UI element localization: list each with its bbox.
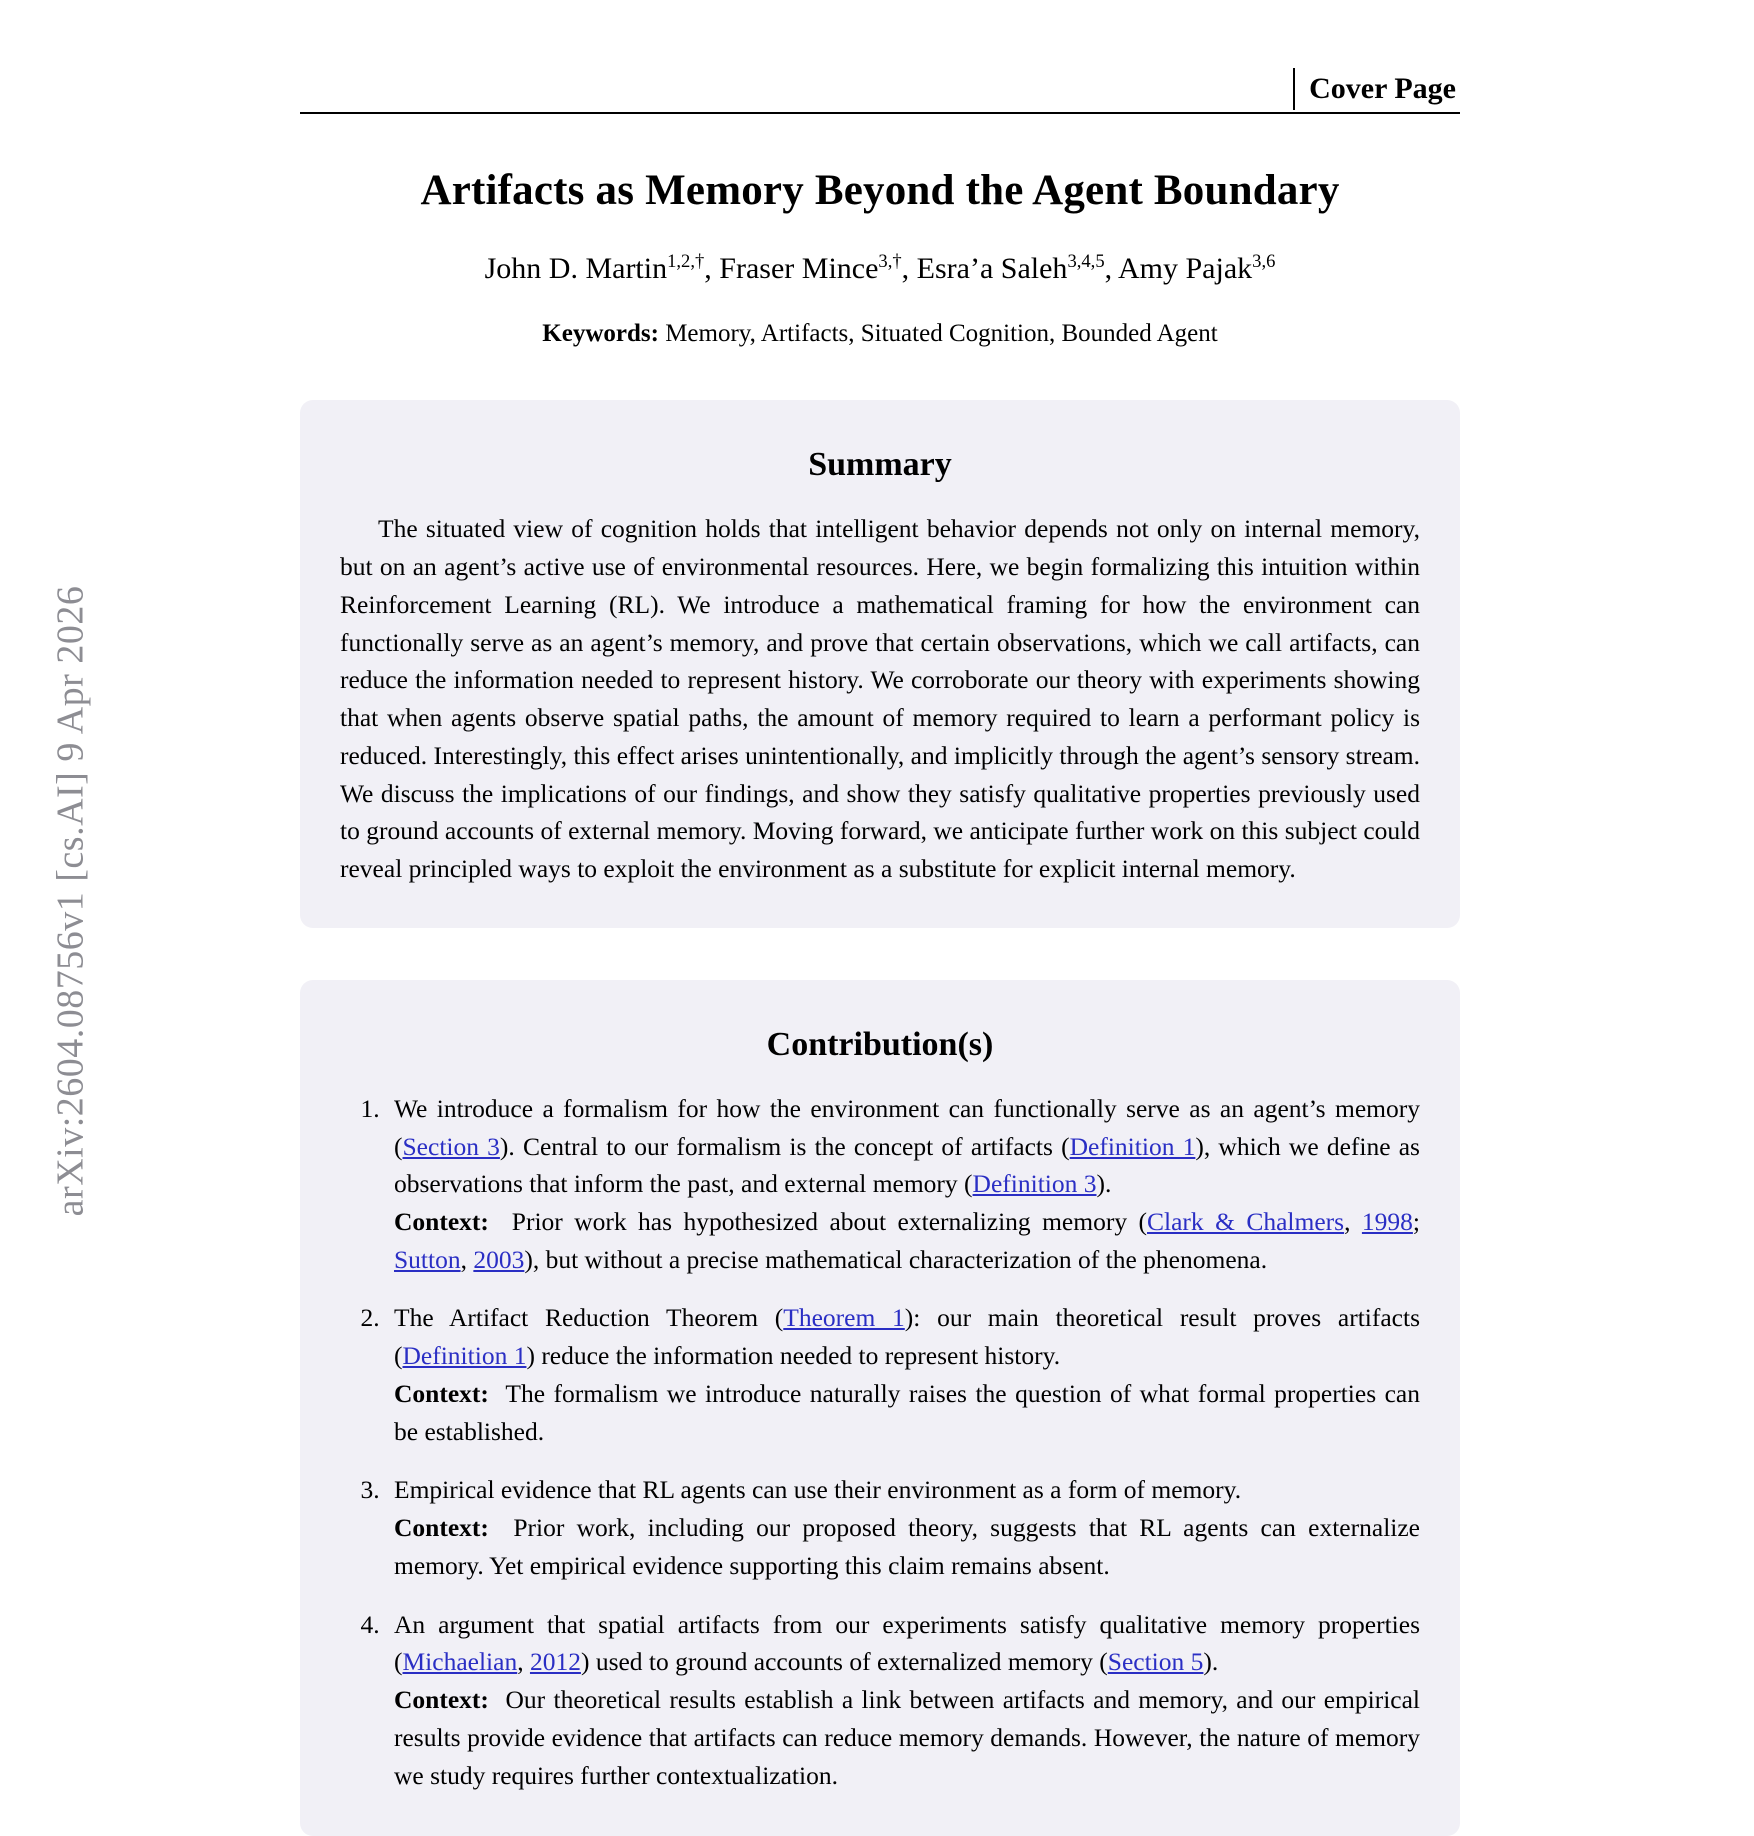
contribution-1-text-d: ). — [1096, 1169, 1112, 1199]
running-header — [300, 44, 1460, 114]
author-separator: , — [901, 252, 917, 286]
citation-sutton[interactable]: Sutton — [394, 1244, 461, 1274]
contribution-1-context-c: ; — [1412, 1206, 1420, 1236]
contribution-1-context-b: , — [1344, 1206, 1362, 1236]
contribution-1-text-a: We introduce a formalism for how the environment can functionally serve as an agent’s memory ( — [394, 1093, 1420, 1161]
running-header-label: Cover Page — [1309, 72, 1456, 105]
link-theorem-1[interactable]: Theorem 1 — [783, 1303, 905, 1333]
keywords-value: Memory, Artifacts, Situated Cognition, Bounded Agent — [665, 320, 1218, 348]
author-entry — [719, 252, 901, 285]
contribution-1-text-b: ). Central to our formalism is the concept of artifacts ( — [499, 1131, 1070, 1161]
contribution-1-context-a: Prior work has hypothesized about externalizing memory ( — [511, 1206, 1147, 1236]
contributions-heading: Contribution(s) — [766, 1025, 994, 1063]
page-title: Artifacts as Memory Beyond the Agent Boundary — [420, 167, 1340, 214]
author-name: Amy Pajak — [1117, 252, 1253, 286]
contribution-2-text-b: ): our main theoretical result proves artifacts ( — [394, 1303, 1420, 1371]
author-name: Fraser Mince — [719, 252, 879, 286]
arxiv-identifier-text: arXiv:2604.08756v1 [cs.AI] 9 Apr 2026 — [49, 585, 92, 1217]
author-entry — [917, 252, 1105, 285]
author-list — [300, 249, 1460, 288]
context-label-2: Context: — [394, 1378, 489, 1408]
link-section-5[interactable]: Section 5 — [1107, 1647, 1204, 1677]
author-affiliation-marker: 3,† — [878, 251, 902, 273]
link-section-3[interactable]: Section 3 — [402, 1131, 500, 1161]
link-definition-1-b[interactable]: Definition 1 — [402, 1341, 527, 1371]
page-content — [300, 0, 1460, 1836]
author-separator: , — [704, 252, 720, 286]
contribution-3-context: Prior work, including our proposed theory, suggests that RL agents can externalize memory. Yet empirical evidence supporting this claim remains absent. — [394, 1513, 1420, 1580]
link-definition-3[interactable]: Definition 3 — [972, 1169, 1097, 1199]
contribution-2-text-a: The Artifact Reduction Theorem ( — [394, 1303, 784, 1333]
contribution-4-text-a: An argument that spatial artifacts from our experiments satisfy qualitative memory properties ( — [394, 1609, 1420, 1677]
summary-heading: Summary — [808, 446, 952, 484]
contribution-4-text-c: ) used to ground accounts of externalized memory ( — [580, 1647, 1108, 1677]
summary-text: The situated view of cognition holds that intelligent behavior depends not only on internal memory, but on an agent’s active use of environmental resources. Here, we begin formalizing this intuition within Reinforcement Learning (RL). We introduce a mathematical framing for how the environment can functionally serve as an agent’s memory, and prove that certain observations, which we call artifacts, can reduce the information needed to represent history. We corroborate our theory with experiments showing that when agents observe spatial paths, the amount of memory required to learn a performant policy is reduced. Interestingly, this effect arises unintentionally, and implicitly through the agent’s sensory stream. We discuss the implications of our findings, and show they satisfy qualitative properties previously used to ground accounts of external memory. Moving forward, we anticipate further work on this subject could reveal principled ways to exploit the environment as a substitute for explicit internal memory. — [340, 514, 1420, 884]
author-entry — [1118, 252, 1275, 285]
contribution-item-2 — [386, 1299, 1420, 1450]
contribution-4-text-d: ). — [1203, 1647, 1219, 1677]
author-name: John D. Martin — [484, 252, 668, 286]
author-affiliation-marker: 1,2,† — [667, 251, 705, 273]
contribution-2-context: The formalism we introduce naturally raises the question of what formal properties can be established. — [394, 1378, 1420, 1446]
author-affiliation-marker: 3,6 — [1252, 251, 1276, 273]
citation-michaelian[interactable]: Michaelian — [402, 1647, 518, 1677]
keywords-line — [300, 320, 1460, 348]
citation-sutton-year[interactable]: 2003 — [473, 1244, 525, 1274]
citation-michaelian-year[interactable]: 2012 — [529, 1647, 581, 1677]
contribution-item-4 — [386, 1606, 1420, 1795]
summary-box — [300, 400, 1460, 927]
context-label-1: Context: — [394, 1206, 489, 1236]
keywords-label: Keywords: — [542, 320, 659, 348]
contributions-box — [300, 980, 1460, 1836]
contribution-item-1 — [386, 1090, 1420, 1279]
author-affiliation-marker: 3,4,5 — [1067, 251, 1105, 273]
author-entry — [485, 252, 705, 285]
author-name: Esra’a Saleh — [916, 252, 1068, 286]
context-label-3: Context: — [394, 1513, 489, 1543]
contribution-item-3 — [386, 1471, 1420, 1584]
contribution-4-text-b: , — [517, 1647, 530, 1677]
contribution-1-context-e: ), but without a precise mathematical characterization of the phenomena. — [524, 1244, 1268, 1274]
contribution-2-text-c: ) reduce the information needed to represent history. — [526, 1341, 1061, 1371]
contributions-list — [340, 1090, 1420, 1794]
contribution-3-text: Empirical evidence that RL agents can use their environment as a form of memory. — [394, 1475, 1242, 1505]
citation-clark-chalmers-year[interactable]: 1998 — [1361, 1206, 1413, 1236]
link-definition-1[interactable]: Definition 1 — [1069, 1131, 1196, 1161]
author-separator: , — [1104, 252, 1118, 286]
citation-clark-chalmers[interactable]: Clark & Chalmers — [1147, 1206, 1345, 1236]
context-label-4: Context: — [394, 1685, 489, 1715]
contribution-4-context: Our theoretical results establish a link between artifacts and memory, and our empirical results provide evidence that artifacts can reduce memory demands. However, the nature of memory we study requires further contextualization. — [394, 1685, 1420, 1790]
contribution-1-text-c: ), which we define as observations that inform the past, and external memory ( — [394, 1131, 1420, 1199]
arxiv-identifier-stamp — [0, 0, 140, 1802]
contribution-1-context-d: , — [460, 1244, 474, 1274]
